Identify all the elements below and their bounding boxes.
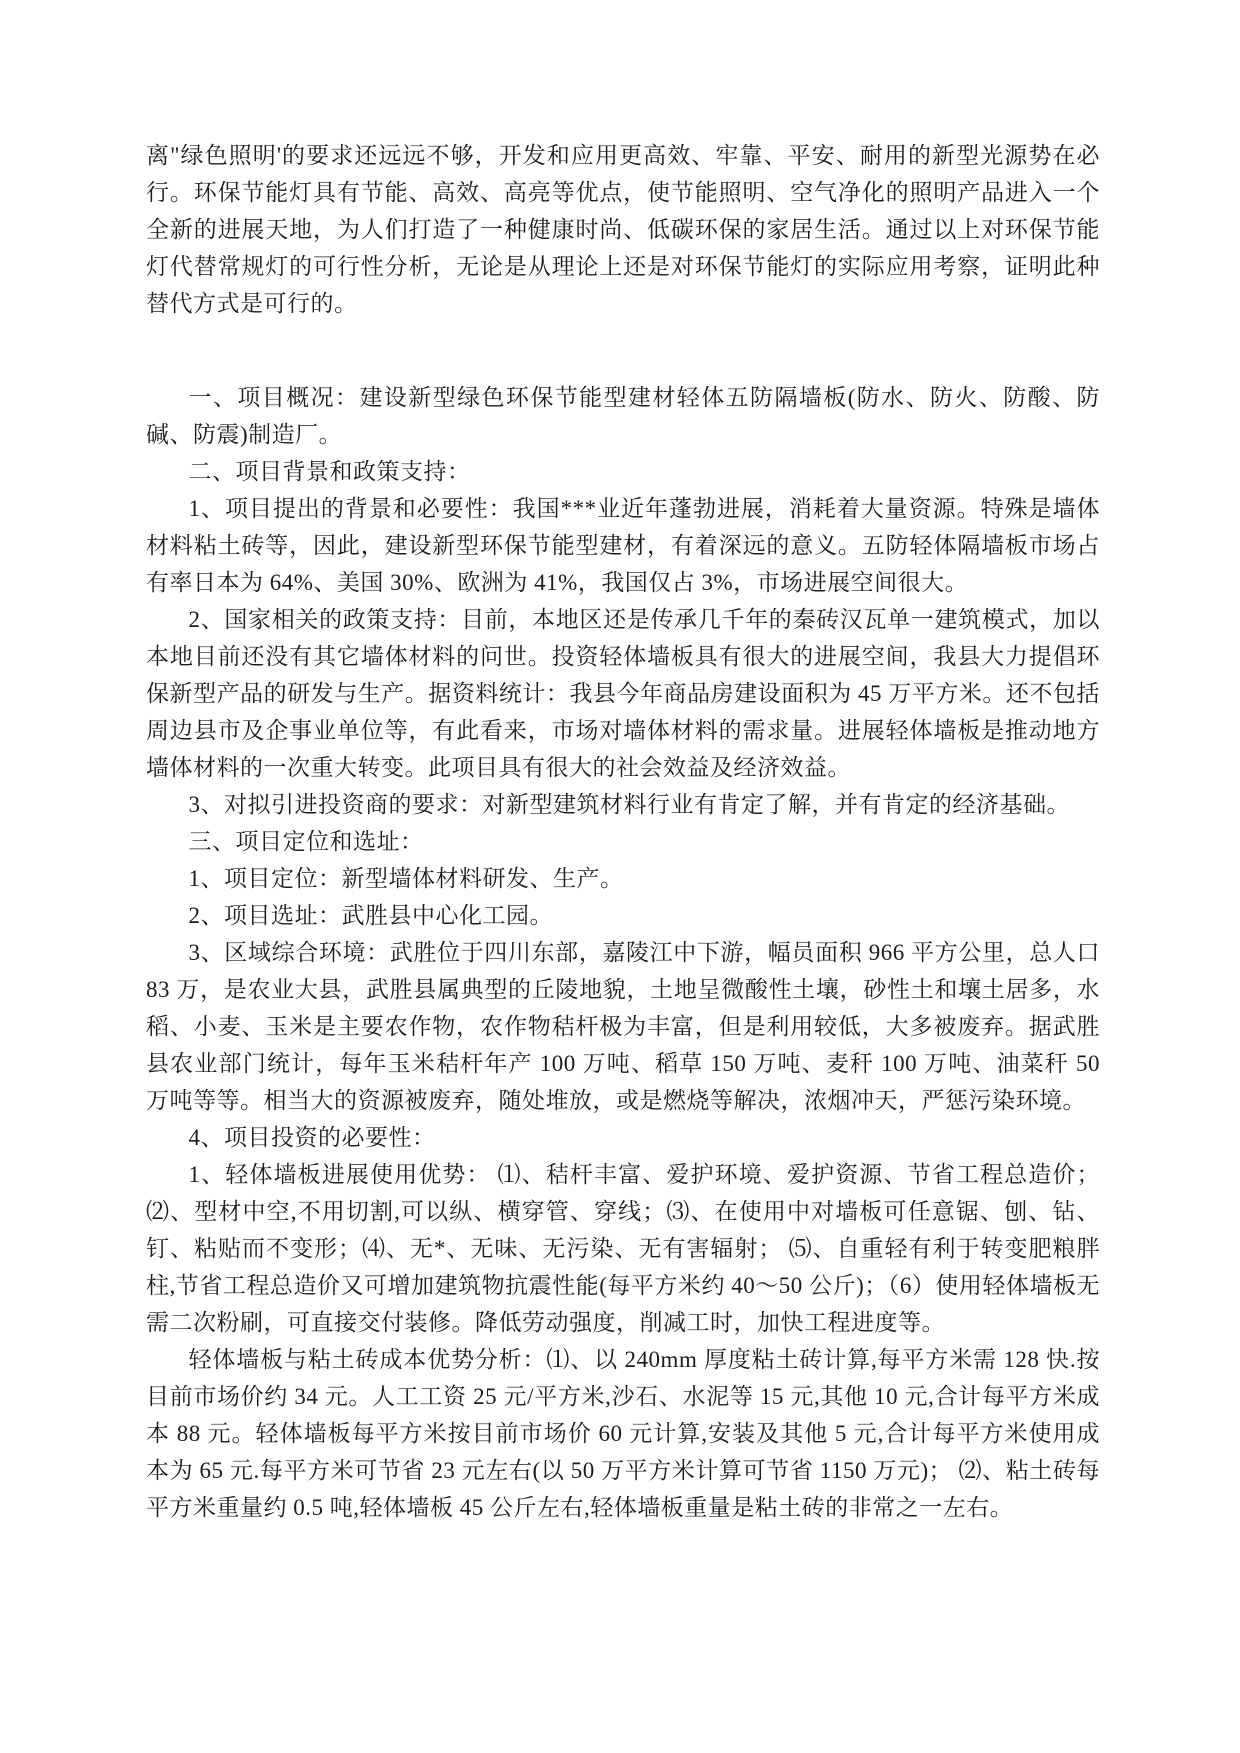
paragraph-regional-environment: 3、区域综合环境：武胜位于四川东部，嘉陵江中下游，幅员面积 966 平方公里，总人口 83 万，是农业大县，武胜县属典型的丘陵地貌，土地呈微酸性土壤，砂性土和壤土居多，水稻、小麦、玉米是主要农作物，农作物秸杆极为丰富，但是利用较低，大多被废弃。据武胜县农业部门统计，每年玉米秸杆年产 100 万吨、稻草 150 万吨、麦秆 100 万吨、油菜秆 50 万吨等等。相当大的资源被废弃，随处堆放，或是燃烧等解决，浓烟冲天，严惩污染环境。 (146, 940, 1100, 1113)
paragraph-project-positioning: 1、项目定位：新型墙体材料研发、生产。 (188, 866, 624, 891)
paragraph-wallboard-advantages: 1、轻体墙板进展使用优势： ⑴、秸杆丰富、爱护环境、爱护资源、节省工程总造价；⑵、型材中空,不用切割,可以纵、横穿管、穿线；⑶、在使用中对墙板可任意锯、刨、钻、钉、粘贴而不变形；⑷、无*、无味、无污染、无有害辐射； ⑸、自重轻有利于转变肥粮胖柱,节省工程总造价又可增加建筑物抗震性能(每平方米约 40～50 公斤)；（6）使用轻体墙板无需二次粉刷，可直接交付装修。降低劳动强度，削减工时，加快工程进度等。 (146, 1162, 1101, 1335)
paragraph-policy-support: 2、国家相关的政策支持：目前，本地区还是传承几千年的秦砖汉瓦单一建筑模式，加以本地目前还没有其它墙体材料的问世。投资轻体墙板具有很大的进展空间，我县大力提倡环保新型产品的研发与生产。据资料统计：我县今年商品房建设面积为 45 万平方米。还不包括周边县市及企事业单位等，有此看来，市场对墙体材料的需求量。进展轻体墙板是推动地方墙体材料的一次重大转变。此项目具有很大的社会效益及经济效益。 (146, 607, 1100, 780)
paragraph-section3-heading: 三、项目定位和选址： (188, 829, 424, 854)
paragraph-cost-comparison: 轻体墙板与粘土砖成本优势分析：⑴、以 240mm 厚度粘土砖计算,每平方米需 128 快.按目前市场价约 34 元。人工工资 25 元/平方米,沙石、水泥等 15 元,其他 10 元,合计每平方米成本 88 元。轻体墙板每平方米按目前市场价 60 元计算,安装及其他 5 元,合计每平方米使用成本为 65 元.每平方米可节省 23 元左右(以 50 万平方米计算可节省 1150 万元)； ⑵、粘土砖每平方米重量约 0.5 吨,轻体墙板 45 公斤左右,轻体墙板重量是粘土砖的非常之一左右。 (146, 1347, 1100, 1520)
paragraph-investor-requirements: 3、对拟引进投资商的要求：对新型建筑材料行业有肯定了解，并有肯定的经济基础。 (188, 792, 1071, 817)
paragraph-section1-overview: 一、项目概况：建设新型绿色环保节能型建材轻体五防隔墙板(防水、防火、防酸、防碱、防震)制造厂。 (146, 385, 1100, 447)
paragraph-lighting-conclusion: 离"绿色照明'的要求还远远不够，开发和应用更高效、牢靠、平安、耐用的新型光源势在必行。环保节能灯具有节能、高效、高亮等优点，使节能照明、空气净化的照明产品进入一个全新的进展天地，为人们打造了一种健康时尚、低碳环保的家居生活。通过以上对环保节能灯代替常规灯的可行性分析，无论是从理论上还是对环保节能灯的实际应用考察，证明此种替代方式是可行的。 (146, 143, 1100, 316)
paragraph-project-site: 2、项目选址：武胜县中心化工园。 (188, 903, 554, 928)
paragraph-investment-necessity-heading: 4、项目投资的必要性： (188, 1125, 436, 1150)
paragraph-section2-heading: 二、项目背景和政策支持： (188, 459, 471, 484)
paragraph-background-necessity: 1、项目提出的背景和必要性：我国***业近年蓬勃进展，消耗着大量资源。特殊是墙体材料粘土砖等，因此，建设新型环保节能型建材，有着深远的意义。五防轻体隔墙板市场占有率日本为 64%、美国 30%、欧洲为 41%，我国仅占 3%，市场进展空间很大。 (146, 496, 1100, 595)
